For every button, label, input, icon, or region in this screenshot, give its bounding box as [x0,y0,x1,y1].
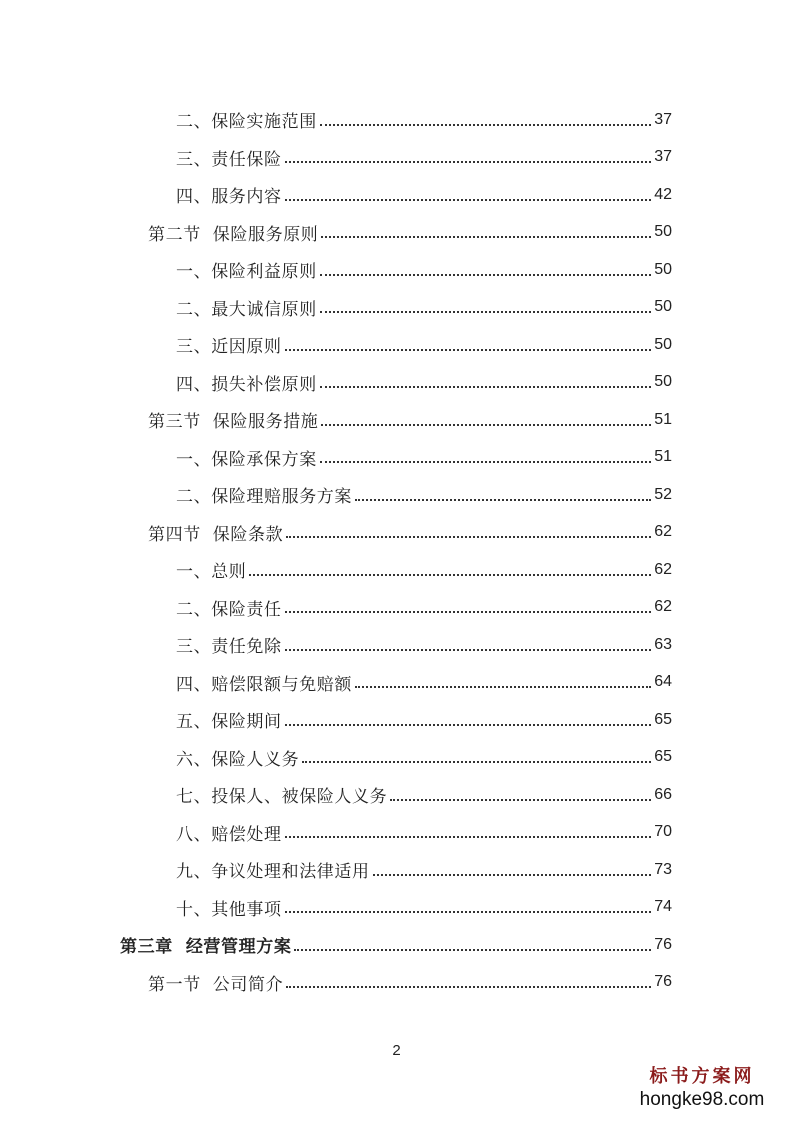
toc-dot-leader [285,199,652,201]
toc-entry-page: 51 [654,410,672,428]
toc-entry-title: 五、保险期间 [176,712,282,733]
toc-entry-page: 64 [654,673,672,691]
toc-entry-page: 50 [654,335,672,353]
toc-entry-section[interactable] [0,214,793,252]
toc-entry-title: 一、保险承保方案 [176,449,317,470]
toc-dot-leader [285,611,652,613]
page-number: 2 [392,1042,401,1059]
toc-dot-leader [355,686,651,688]
toc-entry-title: 二、保险实施范围 [176,112,317,133]
toc-entry-page: 62 [654,523,672,541]
toc-entry-item[interactable] [0,251,793,289]
toc-entry-title: 二、保险责任 [176,599,282,620]
toc-dot-leader [320,274,651,276]
toc-entry-title: 三、近因原则 [176,337,282,358]
toc-dot-leader [285,911,652,913]
toc-entry-title: 一、保险利益原则 [176,262,317,283]
watermark-site-name: 标书方案网 [649,1066,755,1087]
toc-entry-title: 三、责任保险 [176,149,282,170]
toc-entry-item[interactable] [0,589,793,627]
toc-entry-section[interactable] [0,964,793,1002]
toc-dot-leader [285,349,652,351]
toc-entry-page: 76 [654,973,672,991]
toc-entry-item[interactable] [0,176,793,214]
toc-dot-leader [321,424,651,426]
toc-dot-leader [390,799,651,801]
toc-entry-page: 37 [654,110,672,128]
toc-entry-title: 一、总则 [176,562,247,583]
toc-entry-page: 51 [654,448,672,466]
toc-entry-title: 四、服务内容 [176,187,282,208]
toc-dot-leader [294,949,651,951]
toc-entry-title: 九、争议处理和法律适用 [176,862,370,883]
toc-entry-item[interactable] [0,626,793,664]
toc-entry-title: 四、损失补偿原则 [176,374,317,395]
toc-entry-title: 第三节 保险服务措施 [148,412,319,433]
toc-entry-item[interactable] [0,139,793,177]
toc-entry-page: 50 [654,223,672,241]
toc-entry-item[interactable] [0,889,793,927]
toc-dot-leader [355,499,651,501]
toc-entry-page: 70 [654,823,672,841]
toc-dot-leader [249,574,651,576]
toc-entry-page: 63 [654,635,672,653]
toc-dot-leader [321,236,651,238]
toc-entry-item[interactable] [0,326,793,364]
toc-entry-item[interactable] [0,664,793,702]
toc-entry-title: 十、其他事项 [176,899,282,920]
toc-dot-leader [373,874,652,876]
toc-entry-page: 65 [654,710,672,728]
toc-entry-item[interactable] [0,814,793,852]
toc-entry-item[interactable] [0,101,793,139]
toc-entry-item[interactable] [0,739,793,777]
toc-entry-title: 二、保险理赔服务方案 [176,487,352,508]
table-of-contents [0,101,793,1001]
toc-entry-title: 八、赔偿处理 [176,824,282,845]
toc-dot-leader [302,761,651,763]
toc-entry-page: 52 [654,485,672,503]
toc-entry-title: 第四节 保险条款 [148,524,284,545]
toc-entry-page: 73 [654,860,672,878]
toc-entry-chapter[interactable] [0,926,793,964]
toc-entry-item[interactable] [0,476,793,514]
toc-entry-page: 62 [654,560,672,578]
watermark-url: hongke98.com [639,1089,765,1110]
toc-dot-leader [320,386,651,388]
toc-entry-page: 76 [654,935,672,953]
toc-entry-page: 74 [654,898,672,916]
toc-entry-section[interactable] [0,514,793,552]
toc-entry-page: 62 [654,598,672,616]
toc-entry-page: 42 [654,185,672,203]
toc-dot-leader [286,986,651,988]
toc-entry-page: 37 [654,148,672,166]
toc-dot-leader [285,649,652,651]
toc-entry-title: 三、责任免除 [176,637,282,658]
toc-entry-title: 第一节 公司简介 [148,974,284,995]
toc-entry-item[interactable] [0,851,793,889]
toc-entry-page: 66 [654,785,672,803]
toc-entry-page: 50 [654,373,672,391]
site-watermark [627,1066,777,1112]
toc-entry-page: 50 [654,298,672,316]
toc-dot-leader [320,124,651,126]
toc-entry-title: 四、赔偿限额与免赔额 [176,674,352,695]
toc-entry-item[interactable] [0,701,793,739]
toc-dot-leader [285,724,652,726]
toc-entry-item[interactable] [0,776,793,814]
toc-dot-leader [320,311,651,313]
toc-entry-title: 七、投保人、被保险人义务 [176,787,388,808]
toc-entry-item[interactable] [0,289,793,327]
toc-entry-title: 六、保险人义务 [176,749,300,770]
toc-entry-title: 二、最大诚信原则 [176,299,317,320]
toc-entry-section[interactable] [0,401,793,439]
toc-entry-item[interactable] [0,439,793,477]
toc-entry-page: 50 [654,260,672,278]
toc-entry-title: 第三章 经营管理方案 [120,937,292,958]
toc-dot-leader [285,161,652,163]
toc-entry-title: 第二节 保险服务原则 [148,224,319,245]
toc-entry-item[interactable] [0,364,793,402]
toc-dot-leader [285,836,652,838]
toc-entry-page: 65 [654,748,672,766]
toc-dot-leader [320,461,651,463]
toc-entry-item[interactable] [0,551,793,589]
toc-dot-leader [286,536,651,538]
